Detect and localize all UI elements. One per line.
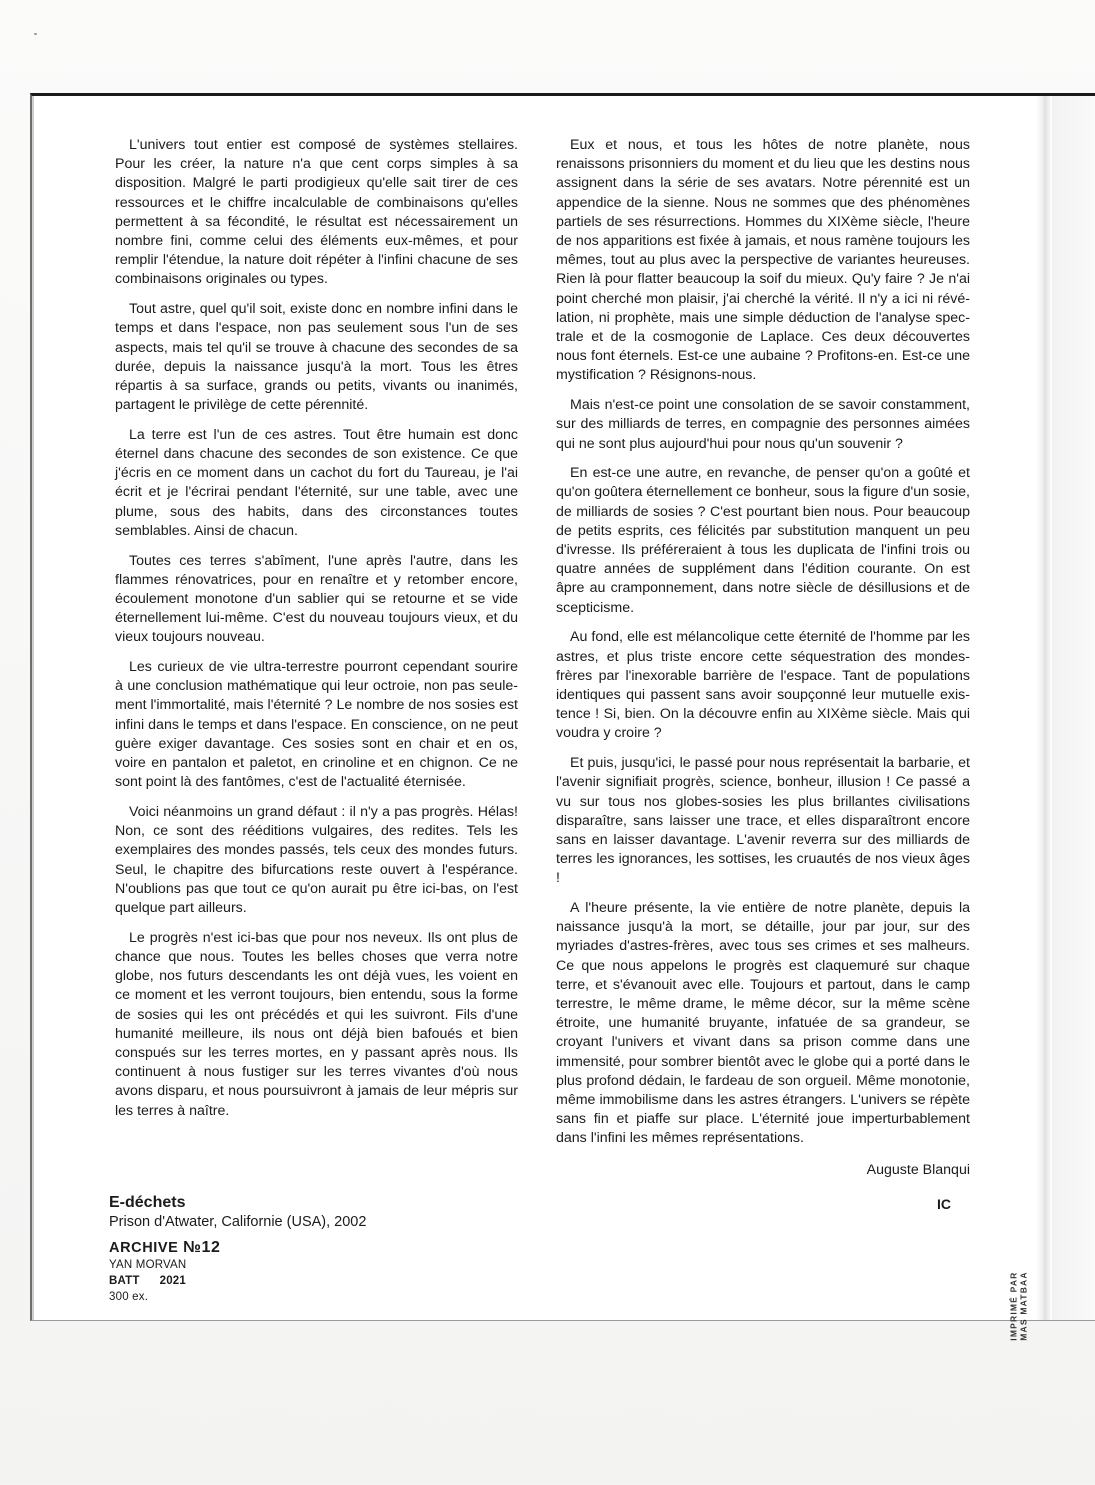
printer-credit — [1008, 1256, 1028, 1356]
book-page — [30, 93, 1095, 1341]
paragraph: Tout astre, quel qu'il soit, existe donc en nombre infini dans le temps et dans l'espace, non pas seulement sous l'un de ses aspects, mais tel qu'il se trouve à chacune des secondes de sa durée, depuis la naissance jusqu'à la mort. Tous les êtres répartis à sa surface, grands ou petits, vivants ou inanimés, partagent le privilège de cette pérennité. — [115, 301, 518, 414]
paragraph: Mais n'est-ce point une consolation de se savoir constamment, sur des milliards de terres, en compagnie des personnes aimées qui ne sont plus aujourd'hui pour nous qu'un souvenir ? — [556, 397, 970, 452]
paragraph: La terre est l'un de ces astres. Tout être humain est donc éternel dans chacune des secondes de son existence. Ce que j'écris en ce moment dans un cachot du fort du Taureau, je l'ai écrit et je l'écrirai pendant l'éternité, sur une table, avec une plume, sous des habits, dans des circonstances toutes semblables. Ainsi de chacun. — [115, 426, 518, 539]
paragraph: Le progrès n'est ici-bas que pour nos neveux. Ils ont plus de chance que nous. Toutes les belles choses que verra notre globe, nos futurs descendants les ont déjà vues, les voient en ce moment et les verront toujours, bien entendu, sous la forme de sosies qui les ont précédés et qui les suivront. Fils d'une humanité meilleure, ils nous ont déjà bien bafoués et bien conspués sur les terres mortes, en y passant après nous. Ils continuent à nous fustiger sur les terres vivantes d'où nous avons disparu, et nous poursuivront à jamais de leur mépris sur les terres à naître. — [115, 929, 518, 1119]
author-signature: Auguste Blanqui — [866, 1161, 970, 1178]
paragraph: Eux et nous, et tous les hôtes de notre planète, nous renaissons prisonniers du moment et du lieu que les destins nous assignent dans la série de ses avatars. Notre pérennité est un appendice de la sienne. Nous ne sommes que des phénomènes partiels de ses résurrections. Hommes du XIXème siècle, l'heure de nos apparitions est fixée à jamais, et nous ramène toujours les mêmes, tout au plus avec la perspective de variantes heureuses. Rien là pour flatter beaucoup la soif du mieux. Qu'y faire ? Je n'ai point cherché mon plaisir, j'ai cherché la vérité. Il n'y a ici ni révélation, ni prophète, mais une simple déduction de l'analyse spectrale et de la cosmogonie de Laplace. Ces deux découvertes nous font éternels. Est-ce une aubaine ? Profitons-en. Est-ce une mystification ? Résignons-nous. — [556, 137, 970, 384]
paragraph: Voici néanmoins un grand défaut : il n'y a pas progrès. Hélas! Non, ce sont des rééditions vulgaires, des redites. Tels les exemplaires des mondes passés, tels ceux des mondes futurs. Seul, le chapitre des bifurcations reste ouvert à l'espérance. N'oublions pas que tout ce qu'on aurait pu être ici-bas, on l'est quelque part ailleurs. — [115, 804, 518, 917]
facing-page-edge — [1052, 96, 1095, 1320]
paragraph: Toutes ces terres s'abîment, l'une après l'autre, dans les flammes rénovatrices, pour en renaître et y retomber encore, écoulement monotone d'un sablier qui se retourne et se vide éternellement lui-même. C'est du nouveau toujours vieux, et du vieux toujours nouveau. — [115, 552, 518, 646]
text-column-left — [115, 136, 518, 1131]
colophon-title: E-déchets — [109, 1194, 186, 1211]
colophon — [109, 1193, 366, 1305]
printer-line-1: IMPRIMÉ PAR — [1008, 1271, 1019, 1341]
page-fold-shadow — [1036, 96, 1052, 1320]
text-column-right — [556, 136, 970, 1180]
colophon-publisher-line — [109, 1273, 366, 1289]
printer-line-2: MAS MATBAA — [1018, 1271, 1028, 1341]
paragraph: L'univers tout entier est composé de systèmes stellaires. Pour les créer, la nature n'a que cent corps simples à sa disposition. Malgré le parti prodigieux qu'elle sait tirer de ces ressources et le chiffre incalculable de combinaisons qu'elles permettent à sa fécondité, le résultat est nécessairement un nombre fini, comme celui des éléments eux-mêmes, et pour remplir l'étendue, la nature doit répéter à l'infini chacune de ses combinaisons originales ou types. — [115, 137, 518, 288]
paragraph: Les curieux de vie ultra-terrestre pourront cependant sourire à une conclusion mathématique qui leur octroie, non pas seulement l'immortalité, mais l'éternité ? Le nombre de nos sosies est infini dans le temps et dans l'espace. En conscience, on ne peut guère exiger davantage. Ces sosies sont en chair et en os, voire en pantalon et paletot, en crinoline et en chignon. Ce ne sont point là des fantômes, c'est de l'actualité éternisée. — [115, 659, 518, 791]
ic-mark: IC — [937, 1196, 951, 1212]
colophon-year: 2021 — [159, 1275, 186, 1287]
colophon-publisher: BATT — [109, 1275, 140, 1287]
paragraph: A l'heure présente, la vie entière de notre planète, depuis la naissance jusqu'à la mort, se détaille, jour par jour, sur des myriades d'astres-frères, avec tous ses crimes et ses malheurs. Ce que nous appelons le progrès est claquemuré sur chaque terre, et s'évanouit avec elle. Toujours et partout, dans le camp terrestre, le même drame, le même décor, sur la même scène étroite, une humanité bruyante, infatuée de sa grandeur, se croyant l'univers et vivant dans sa prison comme dans une immensité, pour sombrer bientôt avec le globe qui a porté dans le plus profond dédain, le fardeau de son orgueil. Même monotonie, même immobilisme dans les astres étrangers. L'univers se répète sans fin et piaffe sur place. L'éternité joue imperturbablement dans l'infini les mêmes représentations. — [556, 900, 970, 1147]
colophon-edition: 300 ex. — [109, 1291, 149, 1303]
archive-label — [109, 1239, 366, 1257]
archive-number: №12 — [183, 1239, 221, 1256]
paragraph: En est-ce une autre, en revanche, de penser qu'on a goûté et qu'on goûtera éternellement ce bonheur, sous la figure d'un sosie, de milliards de sosies ? C'est pourtant bien nous. Pour beaucoup de petits esprits, ces félicités par substitution manquent un peu d'ivresse. Ils préféreraient à tous les duplicata de l'infini trois ou quatre années de supplément dans l'édition courante. On est âpre au cramponnement, dans notre siècle de désillusions et de scepticisme. — [556, 465, 970, 616]
colophon-subtitle: Prison d'Atwater, Californie (USA), 2002 — [109, 1214, 367, 1230]
paragraph: Et puis, jusqu'ici, le passé pour nous représentait la barbarie, et l'avenir signifiait progrès, science, bonheur, illusion ! Ce passé a vu sur tous nos globes-sosies les plus brillantes civilisations disparaître, sans laisser une trace, et elles disparaîtront encore sans en laisser davantage. L'avenir reverra sur des milliards de terres les ignorances, les sottises, les cruautés de nos vieux âges ! — [556, 755, 970, 887]
colophon-author: YAN MORVAN — [109, 1259, 187, 1271]
archive-label-text: ARCHIVE — [109, 1240, 184, 1256]
scan-speck — [34, 33, 37, 35]
paragraph: Au fond, elle est mélancolique cette éternité de l'homme par les astres, et plus triste encore cette séquestration des mondes-frères par l'inexorable barrière de l'espace. Tant de populations identiques qui passent sans avoir soupçonné leur mutuelle existence ! Si, bien. On la découvre enfin au XIXème siècle. Mais qui voudra y croire ? — [556, 629, 970, 742]
